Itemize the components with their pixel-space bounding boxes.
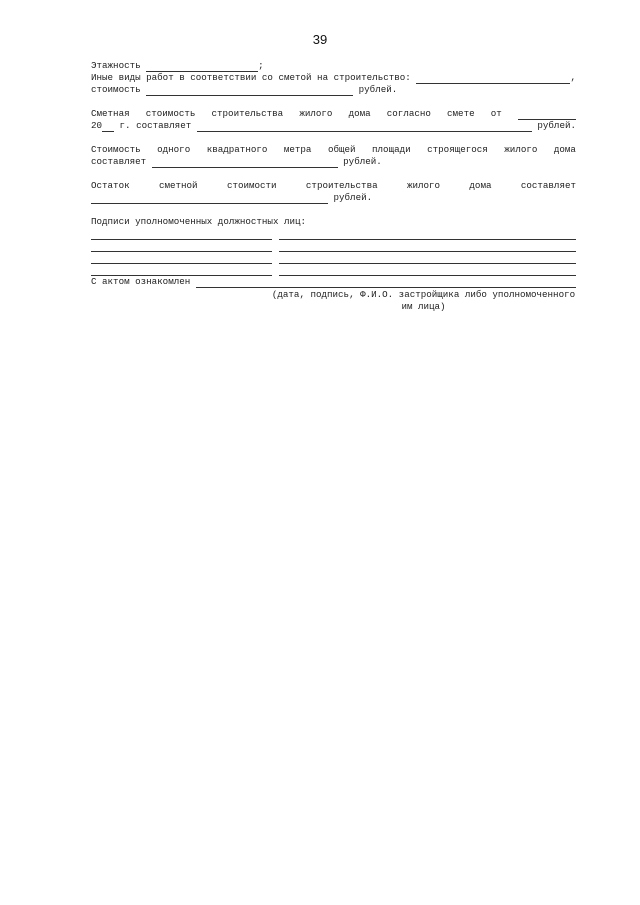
sqm-word: метра xyxy=(283,144,312,155)
estimate-amount-field[interactable] xyxy=(197,121,532,132)
signatures-label: Подписи уполномоченных должностных лиц: xyxy=(91,216,307,227)
sqm-word: жилого xyxy=(504,144,538,155)
other-works-line xyxy=(91,72,576,84)
estimate-date-field[interactable] xyxy=(518,109,576,120)
signature-row xyxy=(91,234,576,240)
estimate-year-prefix: 20 xyxy=(91,120,103,131)
floors-field[interactable] xyxy=(146,61,258,72)
estimate-word: Сметная xyxy=(91,108,130,119)
sqm-word: общей xyxy=(327,144,356,155)
other-works-field[interactable] xyxy=(416,73,570,84)
signature-position-field[interactable] xyxy=(91,258,272,264)
remainder-rubles: рублей. xyxy=(333,192,373,203)
signature-name-field[interactable] xyxy=(279,270,576,276)
estimate-word: дома xyxy=(348,108,371,119)
estimate-year-suffix: г. составляет xyxy=(119,120,192,131)
acquainted-caption: (дата, подпись, Ф.И.О. застройщика либо уполномоченного им лица) xyxy=(271,289,576,312)
remainder-word: жилого xyxy=(406,180,441,191)
other-works-suffix: , xyxy=(570,72,576,83)
other-works-cost-field[interactable] xyxy=(146,85,353,96)
signature-row xyxy=(91,246,576,252)
sqm-line-2 xyxy=(91,156,576,168)
sqm-word: строящегося xyxy=(427,144,488,155)
estimate-rubles: рублей. xyxy=(537,120,576,131)
estimate-word: согласно xyxy=(386,108,431,119)
sqm-rubles: рублей. xyxy=(343,156,382,167)
floors-label: Этажность xyxy=(91,60,141,71)
estimate-word: стоимость xyxy=(145,108,196,119)
sqm-word: площади xyxy=(372,144,411,155)
signature-position-field[interactable] xyxy=(91,246,272,252)
other-works-label: Иные виды работ в соответствии со сметой на строительство: xyxy=(91,72,411,83)
signatures-heading xyxy=(91,216,576,228)
sqm-amount-field[interactable] xyxy=(152,157,338,168)
sqm-word: Стоимость xyxy=(91,144,141,155)
estimate-word: смете xyxy=(447,108,475,119)
signature-name-field[interactable] xyxy=(279,258,576,264)
estimate-line-2 xyxy=(91,120,576,132)
remainder-word: строительства xyxy=(305,180,378,191)
remainder-line-2 xyxy=(91,192,576,204)
floors-line xyxy=(91,60,576,72)
remainder-word: Остаток xyxy=(91,180,130,191)
sqm-word: дома xyxy=(553,144,576,155)
page-number: 39 xyxy=(312,32,328,47)
sqm-word: квадратного xyxy=(206,144,268,155)
sqm-label: составляет xyxy=(91,156,147,167)
remainder-amount-field[interactable] xyxy=(91,193,328,204)
other-works-cost-line xyxy=(91,84,576,96)
acquainted-label: С актом ознакомлен xyxy=(91,276,191,287)
sqm-word: одного xyxy=(157,144,191,155)
estimate-year-field[interactable] xyxy=(102,121,114,132)
signature-position-field[interactable] xyxy=(91,234,272,240)
remainder-word: стоимости xyxy=(226,180,277,191)
floors-suffix: ; xyxy=(258,60,264,71)
estimate-word: строительства xyxy=(211,108,284,119)
signature-name-field[interactable] xyxy=(279,234,576,240)
estimate-line-1 xyxy=(91,108,576,120)
cost-label: стоимость xyxy=(91,84,141,95)
sqm-line-1 xyxy=(91,144,576,156)
remainder-line-1 xyxy=(91,180,576,192)
estimate-word: жилого xyxy=(299,108,333,119)
signature-row xyxy=(91,258,576,264)
remainder-word: дома xyxy=(469,180,492,191)
acquainted-line xyxy=(91,276,576,288)
remainder-word: составляет xyxy=(520,180,576,191)
signature-name-field[interactable] xyxy=(279,246,576,252)
estimate-word: от xyxy=(490,108,502,119)
act-form xyxy=(91,60,576,313)
remainder-word: сметной xyxy=(158,180,198,191)
acquainted-field[interactable] xyxy=(196,277,576,288)
cost-rubles: рублей. xyxy=(358,84,398,95)
